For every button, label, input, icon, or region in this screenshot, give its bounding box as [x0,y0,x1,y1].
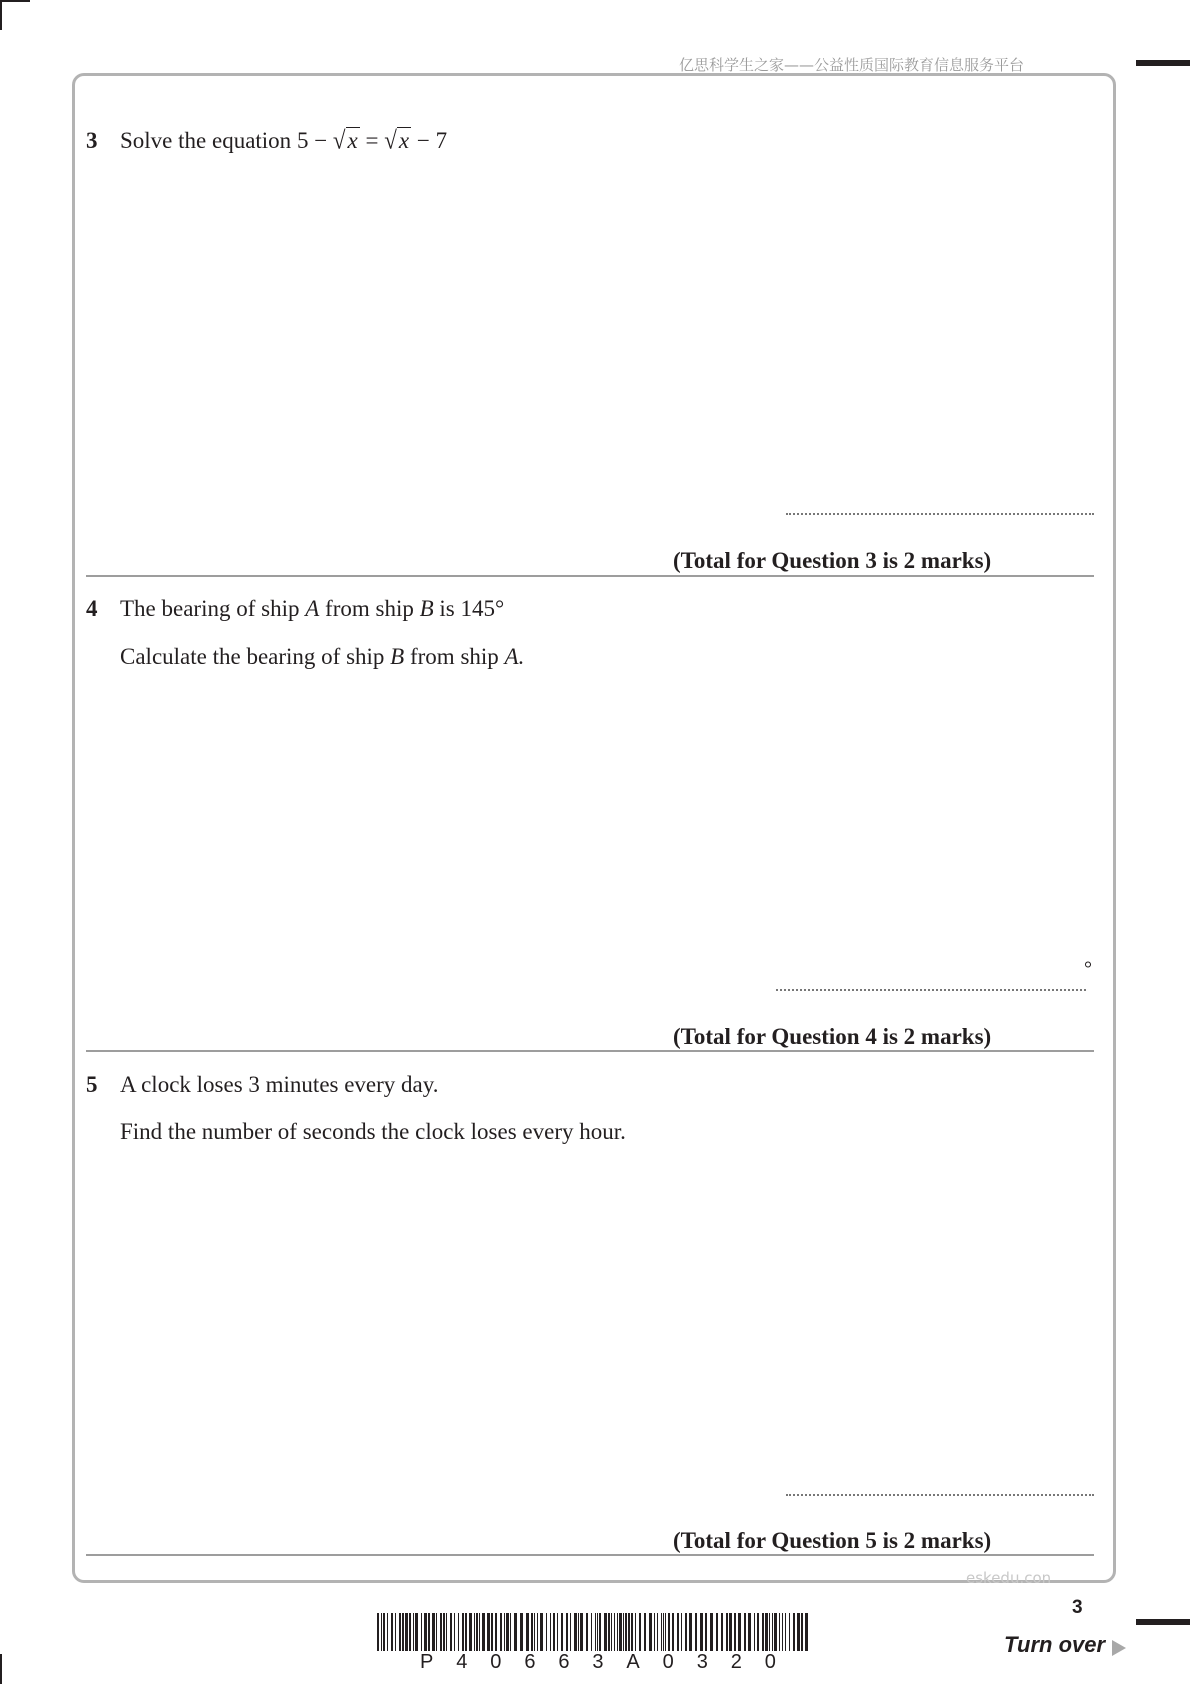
barcode-bar [774,1613,777,1651]
barcode-bar [446,1613,447,1651]
barcode-bar [487,1613,490,1651]
equation-left-constant: 5 − [296,128,333,153]
question-total: (Total for Question 3 is 2 marks) [673,548,992,573]
barcode-bar [700,1613,703,1651]
ship-label: B [419,596,434,621]
barcode-bar [474,1613,475,1651]
header-watermark: 亿思科学生之家——公益性质国际教育信息服务平台 [679,56,1025,74]
barcode-bar [491,1613,493,1651]
barcode-bar [762,1613,764,1651]
barcode-bar [591,1613,592,1651]
barcode-bar [399,1613,401,1651]
question-divider [86,1050,1094,1052]
barcode-bar [557,1613,558,1651]
barcode-bar [561,1613,563,1651]
barcode-bar [625,1613,627,1651]
turn-over-label: Turn over [1004,1632,1106,1657]
barcode-bar [510,1613,511,1651]
barcode-char: A [626,1651,640,1673]
barcode-bar [599,1613,601,1651]
turn-over-arrow-icon [1112,1640,1126,1656]
barcode-char: 3 [592,1651,604,1673]
ship-label: B [390,644,405,669]
barcode-bar [405,1613,408,1651]
margin-bar-top [1136,60,1190,66]
barcode-bar [617,1613,618,1651]
question-divider [86,1554,1094,1556]
barcode-bar [450,1613,452,1651]
barcode-bar [782,1613,783,1651]
question-text-line-2 [120,644,524,670]
barcode-bar [580,1613,583,1651]
barcode-bar [754,1613,755,1651]
barcode-char: 6 [558,1651,570,1673]
barcode-bar [721,1613,723,1651]
answer-line-q4[interactable] [776,989,1086,991]
barcode-bar [540,1613,543,1651]
barcode-bar [628,1613,630,1651]
barcode-char: 6 [524,1651,536,1673]
barcode [377,1613,809,1655]
barcode-bar [729,1613,732,1651]
question-text-line-1 [120,596,504,622]
question-prompt: Solve the equation [120,128,297,153]
text-segment: from ship [319,596,420,621]
barcode-bar [657,1613,658,1651]
barcode-bar [546,1613,547,1651]
question-text-line-1: A clock loses 3 minutes every day. [120,1072,439,1097]
equation [297,128,447,153]
barcode-bar [654,1613,655,1651]
barcode-bar [428,1613,430,1651]
barcode-bar [504,1613,505,1651]
barcode-bar [500,1613,502,1651]
ship-label: A. [504,644,525,669]
barcode-bar [409,1613,411,1651]
crop-mark-vertical [0,0,2,30]
barcode-bar [644,1613,646,1651]
text-segment: is 145° [433,596,505,621]
barcode-bar [391,1613,393,1651]
equation-variable: x [398,128,410,153]
barcode-bar [395,1613,396,1651]
barcode-bar [458,1613,459,1651]
barcode-bar [744,1613,746,1651]
barcode-char: 0 [662,1651,674,1673]
barcode-bar [789,1613,790,1651]
barcode-bar [635,1613,636,1651]
barcode-bar [469,1613,472,1651]
barcode-bar [383,1613,385,1651]
question-text [120,128,447,154]
barcode-bar [537,1613,538,1651]
barcode-bar [801,1613,803,1651]
barcode-char: P [420,1651,434,1673]
crop-mark-bottom-left [0,1654,2,1684]
barcode-bar [710,1613,713,1651]
barcode-bar [619,1613,622,1651]
barcode-bar [793,1613,795,1651]
answer-frame [72,73,1116,1583]
barcode-bar [604,1613,607,1651]
answer-line-q3[interactable] [786,513,1094,515]
barcode-bar [785,1613,786,1651]
barcode-bar [668,1613,670,1651]
barcode-bar [614,1613,615,1651]
equation-variable: x [347,128,358,153]
sqrt-symbol: √x [384,126,410,155]
barcode-bar [506,1613,509,1651]
barcode-bar [462,1613,464,1651]
barcode-bar [639,1613,641,1651]
barcode-bar [769,1613,770,1651]
barcode-bar [440,1613,442,1651]
question-number: 4 [86,596,98,621]
barcode-bar [665,1613,666,1651]
ship-label: A [305,596,320,621]
barcode-bar [748,1613,751,1651]
barcode-bar [623,1613,624,1651]
barcode-bar [531,1613,533,1651]
question-number: 3 [86,128,98,153]
barcode-bar [495,1613,497,1651]
barcode-bar [465,1613,467,1651]
barcode-bar [631,1613,633,1651]
barcode-bar [482,1613,485,1651]
barcode-bar [432,1613,435,1651]
barcode-bar [757,1613,759,1651]
barcode-bar [534,1613,535,1651]
answer-line-q5[interactable] [786,1494,1094,1496]
barcode-bar [424,1613,427,1651]
barcode-bar [779,1613,780,1651]
barcode-bar [726,1613,728,1651]
barcode-bar [421,1613,422,1651]
barcode-bar [381,1613,382,1651]
barcode-bar [413,1613,414,1651]
degree-unit: ° [1084,958,1092,980]
barcode-bar [436,1613,437,1651]
barcode-char: 0 [490,1651,502,1673]
barcode-bar [550,1613,551,1651]
crop-mark-horizontal [0,0,30,2]
barcode-bar [595,1613,596,1651]
barcode-bar [520,1613,523,1651]
barcode-char: 4 [456,1651,468,1673]
barcode-bar [663,1613,664,1651]
barcode-char: 0 [764,1651,776,1673]
barcode-bar [689,1613,692,1651]
barcode-bar [681,1613,682,1651]
barcode-bar [377,1613,379,1651]
barcode-bar [514,1613,517,1651]
barcode-char: 3 [696,1651,708,1673]
barcode-bar [479,1613,480,1651]
barcode-bar [553,1613,555,1651]
barcode-char: 2 [730,1651,742,1673]
barcode-bar [476,1613,478,1651]
barcode-bar [578,1613,579,1651]
barcode-bar [716,1613,718,1651]
sqrt-symbol: √x [332,126,358,155]
barcode-bar [608,1613,610,1651]
barcode-bar [597,1613,598,1651]
barcode-bar [649,1613,652,1651]
barcode-bar [738,1613,741,1651]
barcode-bar [611,1613,612,1651]
page-number: 3 [1072,1597,1083,1618]
text-segment: Calculate the bearing of ship [120,644,391,669]
text-segment: from ship [404,644,505,669]
question-total: (Total for Question 5 is 2 marks) [673,1528,992,1553]
question-total: (Total for Question 4 is 2 marks) [673,1024,992,1049]
equation-right-constant: − 7 [411,128,448,153]
barcode-bar [586,1613,588,1651]
question-divider [86,575,1094,577]
barcode-bar [695,1613,697,1651]
footer-watermark: eskedu.con [966,1569,1052,1587]
equals-sign: = [359,128,385,153]
barcode-bar [402,1613,404,1651]
question-text-line-2: Find the number of seconds the clock loses every hour. [120,1119,626,1144]
barcode-bar [574,1613,577,1651]
margin-bar-bottom [1136,1619,1190,1625]
barcode-bar [443,1613,445,1651]
barcode-bar [661,1613,662,1651]
barcode-bar [765,1613,768,1651]
barcode-bar [570,1613,571,1651]
barcode-bar [677,1613,679,1651]
barcode-bar [566,1613,568,1651]
question-number: 5 [86,1072,98,1097]
barcode-text [420,1651,776,1674]
barcode-bar [805,1613,808,1651]
barcode-bar [672,1613,674,1651]
barcode-bar [797,1613,800,1651]
text-segment: The bearing of ship [120,596,306,621]
barcode-bar [685,1613,687,1651]
barcode-bar [705,1613,707,1651]
barcode-bar [454,1613,455,1651]
barcode-bar [734,1613,736,1651]
barcode-bar [387,1613,388,1651]
barcode-bar [526,1613,529,1651]
barcode-bar [772,1613,773,1651]
barcode-bar [415,1613,418,1651]
